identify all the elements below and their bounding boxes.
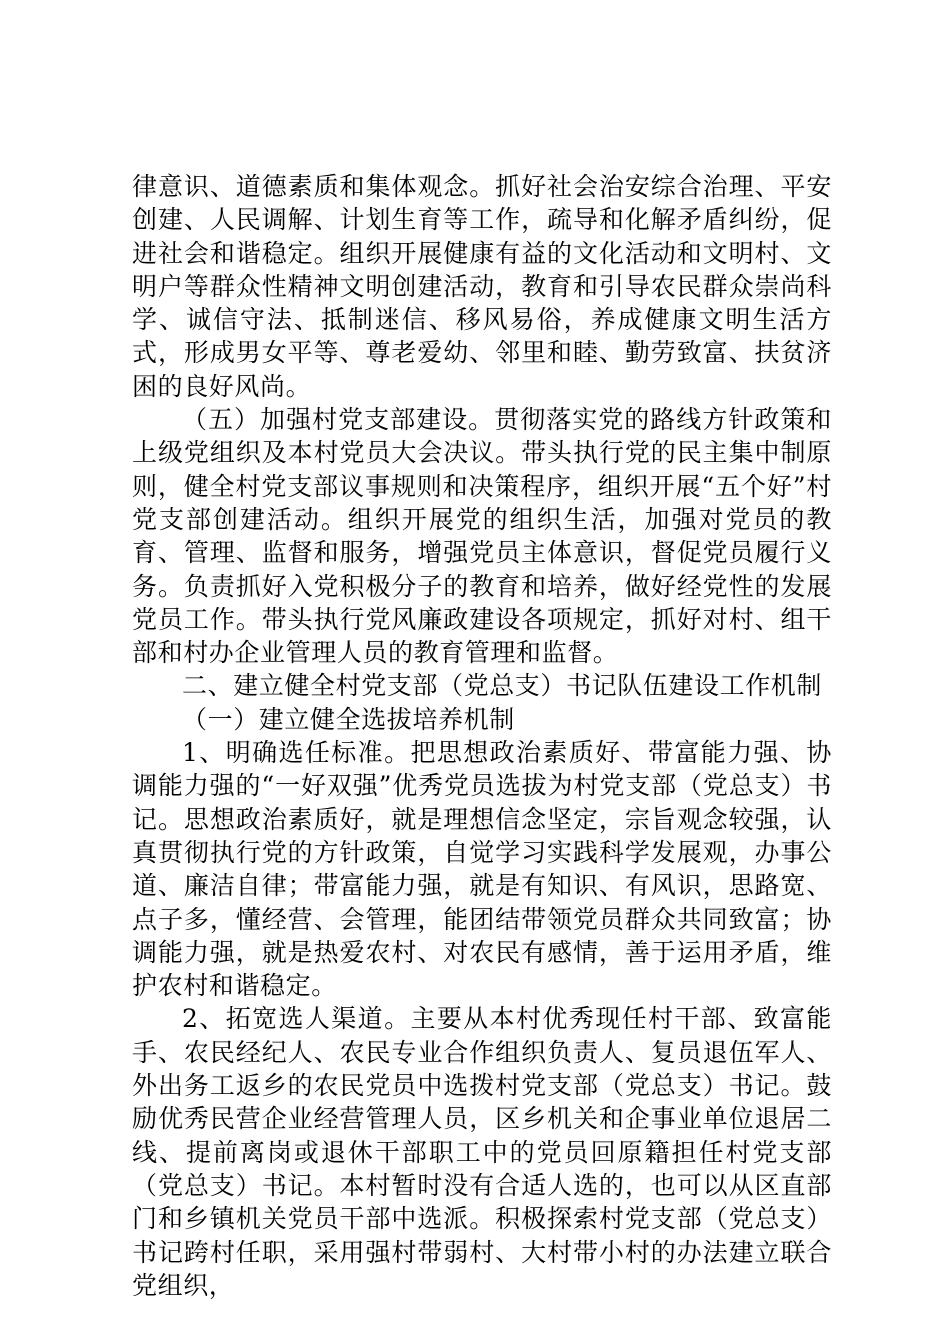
section-heading-2: 二、建立健全村党支部（党总支）书记队伍建设工作机制 — [182, 671, 823, 701]
paragraph-item-1: 1、明确选任标准。把思想政治素质好、带富能力强、协调能力强的“一好双强”优秀党员选拔为村党支部（党总支）书记。思想政治素质好，就是理想信念坚定，宗旨观念较强，认真贯彻执行党的方针政策，自觉学习实践科学发展观，办事公道、廉洁自律；带富能力强，就是有知识、有风识，思路宽、点子多，懂经营、会管理，能团结带领党员群众共同致富；协调能力强，就是热爱农村、对农民有感情，善于运用矛盾，维护农村和谐稳定。 — [132, 738, 832, 1001]
paragraph-item-2: 2、拓宽选人渠道。主要从本村优秀现任村干部、致富能手、农民经纪人、农民专业合作组织负责人、复员退伍军人、外出务工返乡的农民党员中选拨村党支部（党总支）书记。鼓励优秀民营企业经营管理人员，区乡机关和企事业单位退居二线、提前离岗或退休干部职工中的党员回原籍担任村党支部（党总支）书记。本村暂时没有合适人选的，也可以从区直部门和乡镇机关党员干部中选派。积极探索村党支部（党总支）书记跨村任职，采用强村带弱村、大村带小村的办法建立联合党组织， — [132, 1004, 832, 1300]
paragraph-continuation: 律意识、道德素质和集体观念。抓好社会治安综合治理、平安创建、人民调解、计划生育等工作，疏导和化解矛盾纠纷，促进社会和谐稳定。组织开展健康有益的文化活动和文明村、文明户等群众性精神文明创建活动，教育和引导农民群众崇尚科学、诚信守法、抵制迷信、移风易俗，养成健康文明生活方式，形成男女平等、尊老爱幼、邻里和睦、勤劳致富、扶贫济困的良好风尚。 — [132, 172, 832, 401]
subsection-heading-1: （一）建立健全选拔培养机制 — [182, 704, 515, 734]
paragraph-section-5: （五）加强村党支部建设。贯彻落实党的路线方针政策和上级党组织及本村党员大会决议。带头执行党的民主集中制原则，健全村党支部议事规则和决策程序，组织开展“五个好”村党支部创建活动。组织开展党的组织生活，加强对党员的教育、管理、监督和服务，增强党员主体意识，督促党员履行义务。负责抓好入党积极分子的教育和培养，做好经党性的发展党员工作。带头执行党风廉政建设各项规定，抓好对村、组干部和村办企业管理人员的教育管理和监督。 — [132, 405, 832, 668]
document-page — [132, 170, 832, 1302]
